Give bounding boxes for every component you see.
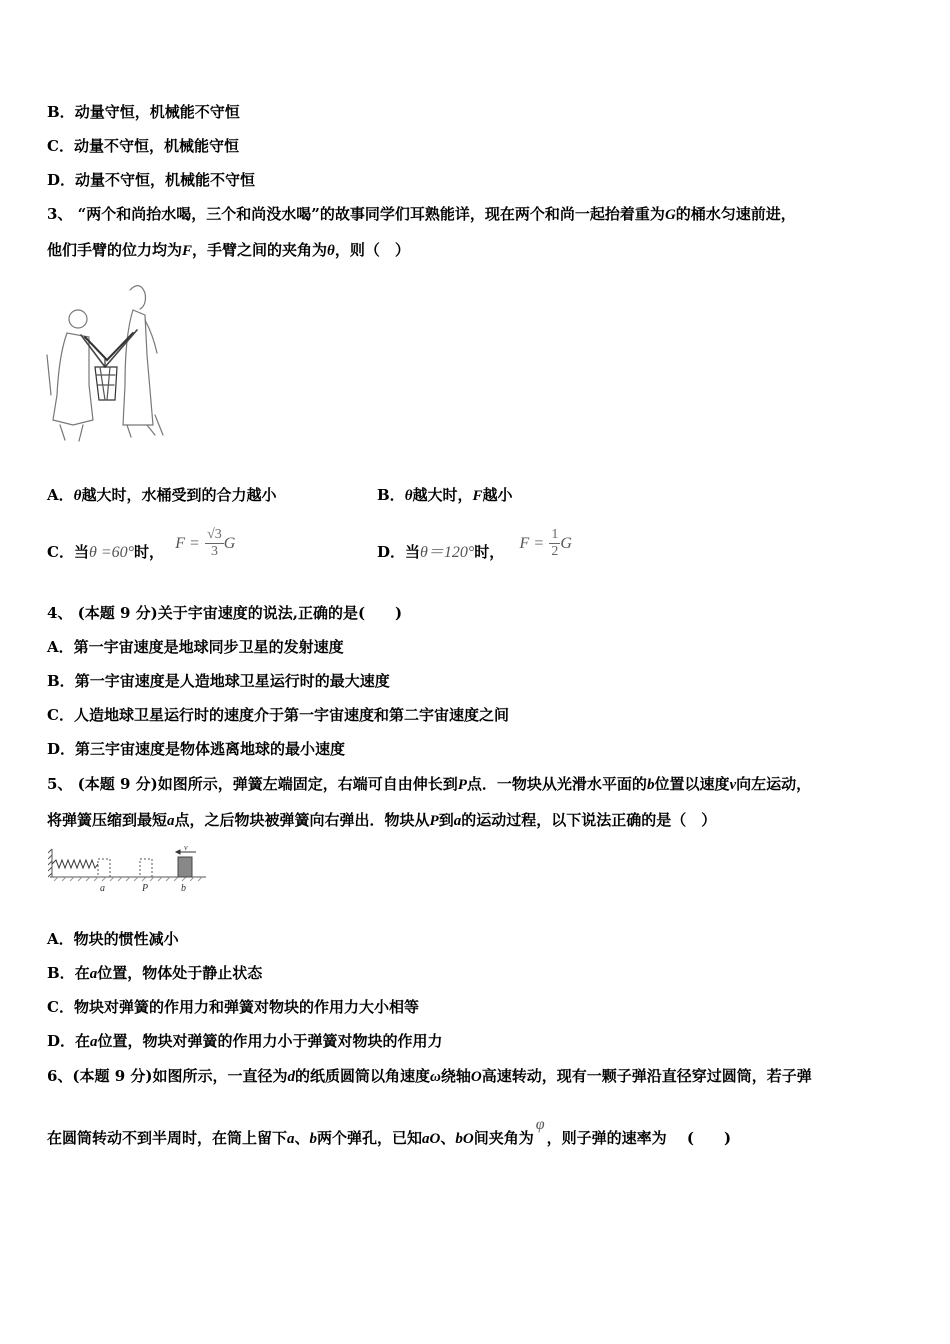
label-p: P xyxy=(142,883,149,894)
var-p: P xyxy=(429,813,439,829)
q4-option-c xyxy=(47,705,509,725)
option-text: 位置，物体处于静止状态 xyxy=(97,964,263,982)
block-position-p xyxy=(140,859,152,877)
stem-text: 6、(本题 9 分)如图所示，一直径为 xyxy=(47,1067,288,1085)
var-a: a xyxy=(167,813,175,829)
option-label: C． xyxy=(47,706,74,724)
var-v: v xyxy=(729,777,737,793)
option-label: B． xyxy=(377,486,405,504)
option-label: A． xyxy=(47,930,74,948)
option-text: 越大时， xyxy=(412,486,473,504)
option-text: 时， xyxy=(474,543,505,561)
option-text: 越大时，水桶受到的合力越小 xyxy=(81,486,277,504)
var-omega: ω xyxy=(430,1069,441,1085)
fraction xyxy=(549,527,560,560)
var-p: P xyxy=(457,777,467,793)
var-a: a xyxy=(453,813,462,829)
formula xyxy=(520,525,572,562)
option-text: 动量守恒，机械能不守恒 xyxy=(74,103,240,121)
option-text: 在 xyxy=(74,964,90,982)
option-label: C． xyxy=(47,137,74,155)
option-text: 第三宇宙速度是物体逃离地球的最小速度 xyxy=(75,740,346,758)
var-b: b xyxy=(309,1131,318,1147)
left-monk-head xyxy=(69,310,87,328)
q4-option-a xyxy=(47,637,344,657)
label-v: v xyxy=(184,843,188,852)
q6-stem-line2 xyxy=(47,1116,732,1149)
option-text: 当 xyxy=(73,543,89,561)
math-condition: θ =60° xyxy=(88,544,135,561)
var-theta: θ xyxy=(327,243,335,259)
stem-text: 向左运动， xyxy=(736,775,812,793)
numerator: √3 xyxy=(207,527,222,542)
q4-option-b xyxy=(47,671,390,691)
right-monk-head xyxy=(130,286,145,309)
option-label: B． xyxy=(47,964,75,982)
stem-text: 高速转动，现有一颗子弹沿直径穿过圆筒，若子弹 xyxy=(481,1067,812,1085)
stem-text: “两个和尚抬水喝，三个和尚没水喝”的故事同学们耳熟能详，现在两个和尚一起抬着重为 xyxy=(77,205,665,223)
q5-option-b xyxy=(47,963,262,984)
stem-text: 将弹簧压缩到最短 xyxy=(47,811,168,829)
option-text: 在 xyxy=(75,1032,91,1050)
stem-text: 到 xyxy=(438,811,454,829)
q3-option-a xyxy=(47,485,276,506)
var-f: F xyxy=(472,488,483,504)
stem-text: 间夹角为 xyxy=(473,1129,534,1147)
label-b: b xyxy=(181,883,186,894)
stem-text: 的桶水匀速前进， xyxy=(675,205,796,223)
stem-text: ，手臂之间的夹角为 xyxy=(192,241,328,259)
q5-stem-line2 xyxy=(47,810,716,831)
option-label: D． xyxy=(377,543,406,561)
option-label: A． xyxy=(47,486,74,504)
stem-text: 点．一物块从光滑水平面的 xyxy=(466,775,647,793)
block xyxy=(178,857,192,877)
q5-option-a xyxy=(47,929,179,949)
var-o: O xyxy=(470,1069,482,1085)
block-position-a xyxy=(98,859,110,877)
stem-text: ，则子弹的速率为 ( ) xyxy=(546,1129,732,1147)
var-g: G xyxy=(664,207,676,223)
option-label: C． xyxy=(47,543,74,561)
stem-text: 在圆筒转动不到半周时，在筒上留下 xyxy=(47,1129,288,1147)
monks-carrying-bucket-illustration xyxy=(45,275,190,447)
q2-option-d xyxy=(47,170,255,190)
option-text: 第一宇宙速度是人造地球卫星运行时的最大速度 xyxy=(74,672,390,690)
stem-text: 5、 (本题 9 分)如图所示，弹簧左端固定，右端可自由伸长到 xyxy=(47,775,458,793)
q4-option-d xyxy=(47,739,345,759)
q6-stem-line1 xyxy=(47,1066,812,1087)
option-text: 越小 xyxy=(482,486,513,504)
stem-text: 绕轴 xyxy=(440,1067,471,1085)
q2-option-c xyxy=(47,136,239,156)
denominator: 3 xyxy=(210,544,218,559)
var-b: b xyxy=(646,777,655,793)
separator: 、 xyxy=(294,1129,310,1147)
q3-stem-line1 xyxy=(47,204,796,225)
option-label: D． xyxy=(47,171,76,189)
option-label: C． xyxy=(47,998,74,1016)
q5-option-c xyxy=(47,997,419,1017)
option-label: A． xyxy=(47,638,74,656)
bucket xyxy=(95,367,117,400)
formula xyxy=(175,525,235,562)
option-label: B． xyxy=(47,103,75,121)
var-a: a xyxy=(90,1034,98,1050)
q3-option-c xyxy=(47,527,236,572)
var-theta: θ xyxy=(73,488,82,504)
option-text: 位置，物块对弹簧的作用力小于弹簧对物块的作用力 xyxy=(97,1032,443,1050)
var-ao: aO xyxy=(422,1131,441,1147)
option-text: 物块对弹簧的作用力和弹簧对物块的作用力大小相等 xyxy=(73,998,419,1016)
formula-lhs: F = xyxy=(519,534,545,552)
stem-text: 的运动过程，以下说法正确的是（ ） xyxy=(461,811,717,829)
var-a: a xyxy=(287,1131,295,1147)
var-a: a xyxy=(89,966,98,982)
var-f: F xyxy=(182,243,193,259)
option-text: 动量不守恒，机械能不守恒 xyxy=(75,171,256,189)
question-number: 3、 xyxy=(47,205,73,223)
option-label: D． xyxy=(47,740,76,758)
q5-stem-line1 xyxy=(47,774,811,795)
q3-option-d xyxy=(377,527,572,572)
stem-text: 位置以速度 xyxy=(654,775,730,793)
q2-option-b xyxy=(47,102,240,122)
stem-text: 两个弹孔，已知 xyxy=(317,1129,423,1147)
option-label: B． xyxy=(47,672,75,690)
option-text: 第一宇宙速度是地球同步卫星的发射速度 xyxy=(73,638,344,656)
stem-text: 点，之后物块被弹簧向右弹出．物块从 xyxy=(174,811,430,829)
var-d: d xyxy=(287,1069,296,1085)
stem-text: ，则（ ） xyxy=(334,241,410,259)
option-label: D． xyxy=(47,1032,76,1050)
label-a: a xyxy=(100,883,105,894)
option-text: 物块的惯性减小 xyxy=(73,930,179,948)
stem-text: 他们手臂的位力均为 xyxy=(47,241,183,259)
q3-option-b xyxy=(377,485,513,506)
q5-option-d xyxy=(47,1031,443,1052)
stem-text: 的纸质圆筒以角速度 xyxy=(295,1067,431,1085)
var-theta: θ xyxy=(404,488,413,504)
spring-block-diagram xyxy=(48,843,210,895)
formula-lhs: F = xyxy=(175,534,200,552)
var-bo: bO xyxy=(455,1131,474,1147)
stem-text: 4、 (本题 9 分)关于宇宙速度的说法,正确的是( ) xyxy=(47,604,403,622)
option-text: 动量不守恒，机械能守恒 xyxy=(73,137,239,155)
denominator: 2 xyxy=(551,544,559,559)
q4-stem xyxy=(47,603,402,623)
separator: 、 xyxy=(440,1129,456,1147)
formula-rhs: G xyxy=(560,534,572,552)
q3-stem-line2 xyxy=(47,240,410,261)
left-monk-body xyxy=(53,333,93,425)
fraction xyxy=(205,527,224,560)
math-condition: θ＝120° xyxy=(420,544,475,561)
formula-rhs: G xyxy=(223,534,236,552)
option-text: 人造地球卫星运行时的速度介于第一宇宙速度和第二宇宙速度之间 xyxy=(73,706,509,724)
spring xyxy=(52,860,98,868)
var-phi: φ xyxy=(535,1116,545,1133)
option-text: 时， xyxy=(134,543,165,561)
numerator: 1 xyxy=(551,527,559,542)
option-text: 当 xyxy=(405,543,421,561)
